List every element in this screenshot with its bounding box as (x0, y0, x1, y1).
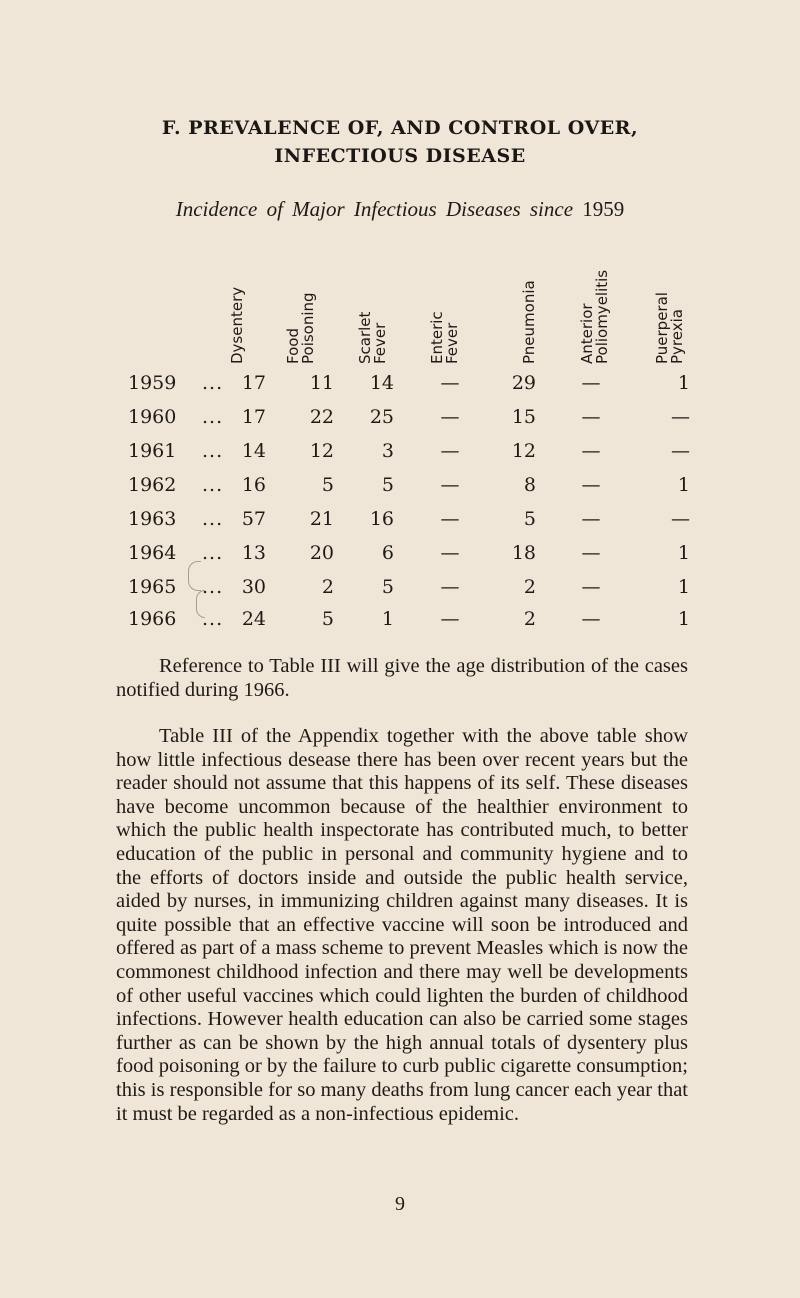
column-header-enteric-fever (430, 248, 470, 364)
pencil-mark (196, 590, 205, 618)
column-header-label: Dysentery (228, 286, 246, 364)
row-year: 1966 (128, 608, 177, 630)
table-row (0, 576, 800, 606)
column-header-label: Scarlet Fever (356, 311, 389, 364)
cell-anterior-poliomyelitis: — (581, 440, 601, 462)
cell-pneumonia: 2 (523, 608, 536, 630)
cell-food-poisoning: 12 (309, 440, 334, 462)
cell-scarlet-fever: 5 (381, 474, 394, 496)
leader-dots: ... (202, 406, 224, 428)
cell-anterior-poliomyelitis: — (581, 372, 601, 394)
cell-dysentery: 16 (241, 474, 266, 496)
cell-dysentery: 30 (241, 576, 266, 598)
cell-enteric-fever: — (440, 576, 460, 598)
cell-puerperal-pyrexia: 1 (677, 576, 690, 598)
row-year: 1961 (128, 440, 177, 462)
cell-puerperal-pyrexia: — (671, 440, 690, 462)
cell-scarlet-fever: 5 (381, 576, 394, 598)
leader-dots: ... (202, 608, 224, 630)
section-heading: F. PREVALENCE OF, AND CONTROL OVER, (161, 117, 639, 139)
cell-dysentery: 14 (241, 440, 266, 462)
table-row (0, 542, 800, 572)
leader-dots: ... (202, 508, 224, 530)
table-row (0, 508, 800, 538)
cell-puerperal-pyrexia: — (671, 406, 690, 428)
cell-food-poisoning: 22 (309, 406, 334, 428)
cell-pneumonia: 8 (523, 474, 536, 496)
cell-anterior-poliomyelitis: — (581, 508, 601, 530)
row-year: 1959 (128, 372, 177, 394)
cell-puerperal-pyrexia: 1 (677, 542, 690, 564)
cell-dysentery: 13 (241, 542, 266, 564)
cell-enteric-fever: — (440, 406, 460, 428)
row-year: 1962 (128, 474, 177, 496)
column-header-label: Enteric Fever (428, 311, 461, 364)
column-header-pneumonia (522, 248, 562, 364)
column-header-label: Anterior Poliomyelitis (578, 269, 611, 364)
cell-puerperal-pyrexia: 1 (677, 372, 690, 394)
column-header-puerperal-pyrexia (655, 248, 695, 364)
leader-dots: ... (202, 440, 224, 462)
table-title-year: 1959 (582, 197, 625, 221)
cell-puerperal-pyrexia: 1 (677, 474, 690, 496)
cell-anterior-poliomyelitis: — (581, 542, 601, 564)
row-year: 1965 (128, 576, 177, 598)
row-year: 1960 (128, 406, 177, 428)
row-year: 1963 (128, 508, 177, 530)
leader-dots: ... (202, 576, 224, 598)
table-title (0, 197, 800, 222)
cell-food-poisoning: 11 (309, 372, 334, 394)
cell-anterior-poliomyelitis: — (581, 406, 601, 428)
column-header-label: Food Poisoning (284, 292, 317, 364)
cell-enteric-fever: — (440, 542, 460, 564)
table-row (0, 474, 800, 504)
cell-dysentery: 17 (241, 406, 266, 428)
cell-food-poisoning: 20 (309, 542, 334, 564)
table-row (0, 608, 800, 638)
cell-pneumonia: 12 (511, 440, 536, 462)
leader-dots: ... (202, 542, 224, 564)
cell-scarlet-fever: 3 (381, 440, 394, 462)
cell-puerperal-pyrexia: 1 (677, 608, 690, 630)
page-number: 9 (395, 1193, 405, 1215)
section-heading-continued: INFECTIOUS DISEASE (274, 145, 526, 167)
cell-scarlet-fever: 1 (381, 608, 394, 630)
cell-food-poisoning: 5 (321, 608, 334, 630)
column-header-food-poisoning (286, 248, 326, 364)
leader-dots: ... (202, 372, 224, 394)
cell-anterior-poliomyelitis: — (581, 576, 601, 598)
cell-enteric-fever: — (440, 372, 460, 394)
leader-dots: ... (202, 474, 224, 496)
pencil-mark (188, 561, 201, 591)
cell-anterior-poliomyelitis: — (581, 608, 601, 630)
cell-dysentery: 24 (241, 608, 266, 630)
cell-pneumonia: 18 (511, 542, 536, 564)
cell-dysentery: 17 (241, 372, 266, 394)
cell-food-poisoning: 2 (321, 576, 334, 598)
cell-food-poisoning: 5 (321, 474, 334, 496)
cell-pneumonia: 5 (523, 508, 536, 530)
row-year: 1964 (128, 542, 177, 564)
cell-enteric-fever: — (440, 440, 460, 462)
column-header-dysentery (230, 248, 270, 364)
cell-scarlet-fever: 14 (369, 372, 394, 394)
cell-enteric-fever: — (440, 508, 460, 530)
cell-food-poisoning: 21 (309, 508, 334, 530)
paragraph-reference: Reference to Table III will give the age distribution of the cases notified during 1966. (116, 655, 688, 701)
column-header-label: Pneumonia (520, 280, 538, 364)
cell-pneumonia: 29 (511, 372, 536, 394)
table-title-text: Incidence of Major Infectious Diseases since (175, 197, 574, 221)
table-row (0, 440, 800, 470)
cell-scarlet-fever: 25 (369, 406, 394, 428)
cell-dysentery: 57 (241, 508, 266, 530)
cell-anterior-poliomyelitis: — (581, 474, 601, 496)
cell-scarlet-fever: 6 (381, 542, 394, 564)
cell-pneumonia: 2 (523, 576, 536, 598)
table-row (0, 372, 800, 402)
cell-enteric-fever: — (440, 474, 460, 496)
column-header-label: Puerperal Pyrexia (653, 292, 686, 364)
cell-enteric-fever: — (440, 608, 460, 630)
column-header-scarlet-fever (358, 248, 398, 364)
cell-puerperal-pyrexia: — (671, 508, 690, 530)
paragraph-discussion: Table III of the Appendix together with the above table show how little infectious desease there has been over recent years but the reader should not assume that this happens of its self. These diseases have become uncommon because of the healthier environment to which the public health inspectorate has contributed much, to better education of the public in personal and community hygiene and to the efforts of doctors inside and outside the public health service, aided by nurses, in immunizing children against many diseases. It is quite possible that an effective vaccine will soon be introduced and offered as part of a mass scheme to prevent Measles which is now the commonest childhood infection and there may well be developments of other useful vaccines which could lighten the burden of childhood infections. However health education can also be carried some stages further as can be shown by the high annual totals of dysentery plus food poisoning or by the failure to curb public cigarette consumption; this is responsible for so many deaths from lung cancer each year that it must be regarded as a non-infectious epidemic. (116, 725, 688, 1125)
cell-scarlet-fever: 16 (369, 508, 394, 530)
cell-pneumonia: 15 (511, 406, 536, 428)
table-row (0, 406, 800, 436)
column-header-anterior-poliomyelitis (580, 248, 620, 364)
